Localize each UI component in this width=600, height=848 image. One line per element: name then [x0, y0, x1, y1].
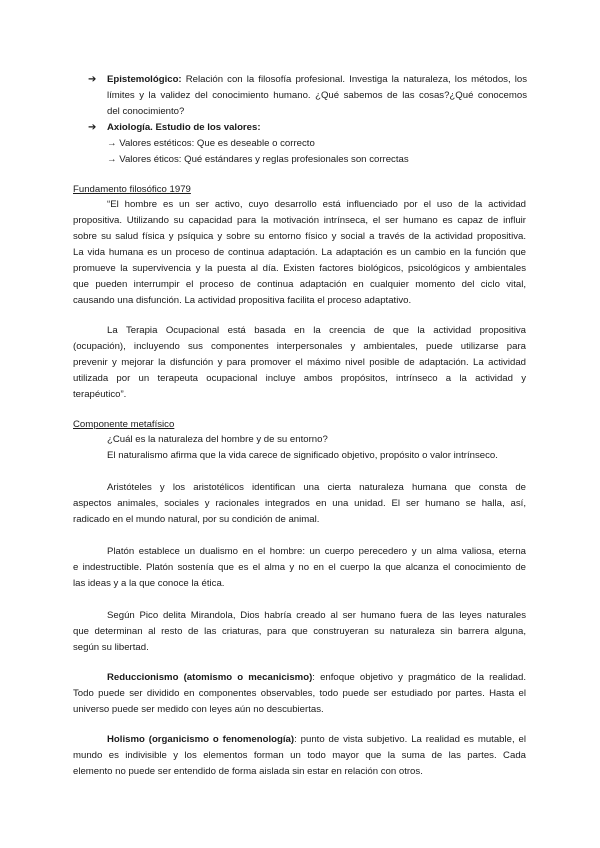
- metafisico-heading: Componente metafísico: [73, 419, 175, 430]
- aristoteles-paragraph-line: radicado en el mundo natural, por su condición de animal.: [73, 514, 320, 525]
- metafisico-question: ¿Cuál es la naturaleza del hombre y de su entorno?: [107, 434, 328, 445]
- platon-paragraph-line: e indestructible. Platón sostenía que es el alma y no en el cuerpo la que alcanza el conocimiento de: [73, 562, 526, 573]
- epistemologico-text: del conocimiento?: [107, 106, 185, 117]
- pico-paragraph-line: según su libertad.: [73, 642, 149, 653]
- pico-paragraph-line: que determinan al resto de las criaturas, para que construyeran su naturaleza sin barrera alguna,: [73, 626, 526, 637]
- fundamento-paragraph-line: propositiva. Utilizando su capacidad para la motivación intrínseca, el ser humano es capaz de influir: [73, 215, 526, 226]
- holismo-line: [107, 734, 526, 746]
- pico-paragraph-line: Según Pico delita Mirandola, Dios habría creado al ser humano fuera de las leyes naturales: [107, 610, 526, 621]
- holismo-text: : punto de vista subjetivo. La realidad es mutable, el: [294, 734, 527, 745]
- holismo-term: Holismo (organicismo o fenomenología): [107, 734, 295, 745]
- aristoteles-paragraph-line: aspectos animales, sociales y racionales integrados en una unidad. El ser humano se halla, así,: [73, 498, 526, 509]
- fundamento-paragraph-line: que pueden interrumpir el proceso de continua adaptación en cualquier momento del ciclo vital,: [73, 279, 526, 290]
- terapia-paragraph-line: La Terapia Ocupacional está basada en la creencia de que la actividad propositiva: [107, 325, 526, 336]
- fundamento-paragraph-line: La vida humana es un proceso de continua adaptación. La adaptación es un cambio en la función que: [73, 247, 526, 258]
- reduccionismo-paragraph-line: universo puede ser medido con leyes aún no descubiertas.: [73, 704, 324, 715]
- epistemologico-line: [107, 74, 527, 86]
- epistemologico-title: Epistemológico:: [107, 74, 182, 85]
- valores-esteticos: → Valores estéticos: Que es deseable o correcto: [107, 138, 315, 149]
- platon-paragraph-line: las ideas y a la que conoce la ética.: [73, 578, 225, 589]
- holismo-paragraph-line: mundo es indivisible y los elementos forman un todo mayor que la suma de las partes. Cada: [73, 750, 526, 761]
- epistemologico-text: límites y la validez del conocimiento humano. ¿Qué sabemos de las cosas?¿Qué conocemos: [107, 90, 527, 101]
- reduccionismo-line: [107, 672, 526, 684]
- arrow-bullet-icon: ➔: [88, 122, 97, 133]
- naturalismo-line: El naturalismo afirma que la vida carece de significado objetivo, propósito o valor intrínseco.: [107, 450, 498, 461]
- platon-paragraph-line: Platón establece un dualismo en el hombre: un cuerpo perecedero y un alma valiosa, eterna: [107, 546, 526, 557]
- terapia-paragraph-line: prevenir y mejorar la disfunción y para promover el máximo nivel posible de adaptación. La actividad: [73, 357, 526, 368]
- fundamento-paragraph-line: “El hombre es un ser activo, cuyo desarrollo está influenciado por el uso de la actividad: [107, 199, 526, 210]
- fundamento-paragraph-line: causando una disfunción. La actividad propositiva facilita el proceso adaptativo.: [73, 295, 412, 306]
- arrow-bullet-icon: ➔: [88, 74, 97, 85]
- reduccionismo-term: Reduccionismo (atomismo o mecanicismo): [107, 672, 313, 683]
- terapia-paragraph-line: terapéutico”.: [73, 389, 127, 400]
- fundamento-paragraph-line: promueve la supervivencia y la puesta al día. Existen factores biológicos, psicológicos y ambientales: [73, 263, 526, 274]
- holismo-paragraph-line: elemento no puede ser entendido de forma aislada sin estar en relación con otros.: [73, 766, 423, 777]
- epistemologico-text: Relación con la filosofía profesional. Investiga la naturaleza, los métodos, los: [185, 74, 527, 85]
- fundamento-paragraph-line: sobre su salud física y psíquica y sobre su entorno físico y social a través de la actividad propositiva.: [73, 231, 526, 242]
- terapia-paragraph-line: utilizada por un terapeuta ocupacional incluye ambos propósitos, intrínseco a la actividad y: [73, 373, 526, 384]
- valores-eticos: → Valores éticos: Qué estándares y reglas profesionales son correctas: [107, 154, 409, 165]
- fundamento-heading: Fundamento filosófico 1979: [73, 184, 191, 195]
- axiologia-title: Axiología. Estudio de los valores:: [107, 122, 261, 133]
- reduccionismo-text: : enfoque objetivo y pragmático de la realidad.: [312, 672, 526, 683]
- aristoteles-paragraph-line: Aristóteles y los aristotélicos identifican una cierta naturaleza humana que consta de: [107, 482, 526, 493]
- reduccionismo-paragraph-line: Todo puede ser dividido en componentes observables, todo puede ser estudiado por partes. Hasta el: [73, 688, 526, 699]
- terapia-paragraph-line: (ocupación), incluyendo sus componentes interpersonales y ambientales, puede utilizarse para: [73, 341, 526, 352]
